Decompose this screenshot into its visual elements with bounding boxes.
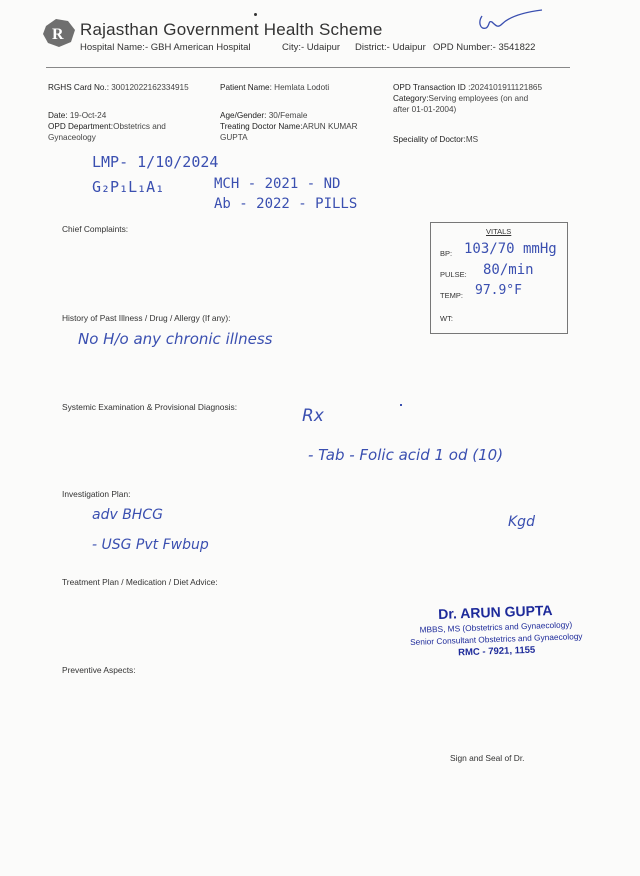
header-divider [46,67,570,68]
age-label: Age/Gender: [220,111,267,120]
patient-value: Hemlata Lodoti [274,83,330,92]
stamp-rmc: RMC - 7921, 1155 [458,644,536,659]
category-label: Category: [393,94,429,103]
treatment-heading: Treatment Plan / Medication / Diet Advice: [62,577,218,587]
systemic-heading: Systemic Examination & Provisional Diagnosis: [62,402,238,412]
pulse-value: 80/min [483,262,534,278]
doctor-stamp [401,601,591,661]
hw-investigation-1: adv BHCG [92,507,163,523]
temp-label: TEMP: [440,291,463,300]
date-dept [48,110,166,143]
rghs-card [48,82,189,93]
age-value: 30/Female [268,111,308,120]
hw-gpla: G₂P₁L₁A₁ [92,178,165,196]
investigation-heading: Investigation Plan: [62,489,131,499]
hw-ab: Ab - 2022 - PILLS [214,196,358,212]
doctor-value: ARUN KUMAR [302,122,358,131]
speciality-value: MS [465,135,479,144]
hw-tab: - Tab - Folic acid 1 od (10) [308,446,504,464]
patient-name [220,82,329,93]
date-value: 19-Oct-24 [69,111,107,120]
doctor-label: Treating Doctor Name: [220,122,303,131]
temp-value: 97.9°F [475,283,522,298]
ink-dot [400,404,402,406]
age-doctor [220,110,358,143]
hw-mch: MCH - 2021 - ND [214,176,341,192]
txn-label: OPD Transaction ID : [393,83,471,92]
doctor-value-2: GUPTA [220,133,248,142]
history-heading: History of Past Illness / Drug / Allergy (If any): [62,313,231,323]
bp-value: 103/70 mmHg [464,241,557,257]
hospital-name: Hospital Name:- GBH American Hospital [80,42,251,53]
page-title: Rajasthan Government Health Scheme [80,20,383,39]
stamp-degree: MBBS, MS (Obstetrics and Gynaecology) [419,619,573,635]
category-value-2: after 01-01-2004) [393,105,457,114]
hw-rx: Rx [302,406,324,426]
stamp-name: Dr. ARUN GUPTA [437,602,553,623]
dept-value-2: Gynaceology [48,133,96,142]
patient-label: Patient Name: [220,83,272,92]
opd-transaction [393,82,542,115]
vitals-title: VITALS [486,227,512,236]
rajasthan-logo-icon [40,16,78,50]
rghs-value: 30012022162334915 [111,83,189,92]
opd-number: OPD Number:- 3541822 [433,42,536,53]
sign-seal-label: Sign and Seal of Dr. [450,753,525,763]
bp-label: BP: [440,249,453,258]
vitals-box [430,222,568,334]
dot-mark [254,13,257,16]
dept-value: Obstetrics and [113,122,166,131]
hw-history: No H/o any chronic illness [78,330,273,348]
date-label: Date: [48,111,68,120]
rghs-label: RGHS Card No.: [48,83,109,92]
hw-investigation-2: - USG Pvt Fwbup [92,537,209,553]
stamp-role: Senior Consultant Obstetrics and Gynaecology [409,630,583,648]
category-value: Serving employees (on and [428,94,529,103]
wt-label: WT: [440,314,453,323]
hw-initials: Kgd [508,514,535,530]
speciality [393,134,478,145]
txn-value: 2024101911121865 [470,83,542,92]
hw-lmp: LMP- 1/10/2024 [92,153,219,171]
district: District:- Udaipur [355,42,426,53]
svg-text:R: R [52,26,64,43]
dept-label: OPD Department: [48,122,114,131]
pulse-label: PULSE: [440,270,467,279]
preventive-heading: Preventive Aspects: [62,665,136,675]
speciality-label: Speciality of Doctor: [393,135,466,144]
chief-complaints-heading: Chief Complaints: [62,224,129,234]
city: City:- Udaipur [282,42,341,53]
signature-scribble-icon [476,6,546,34]
